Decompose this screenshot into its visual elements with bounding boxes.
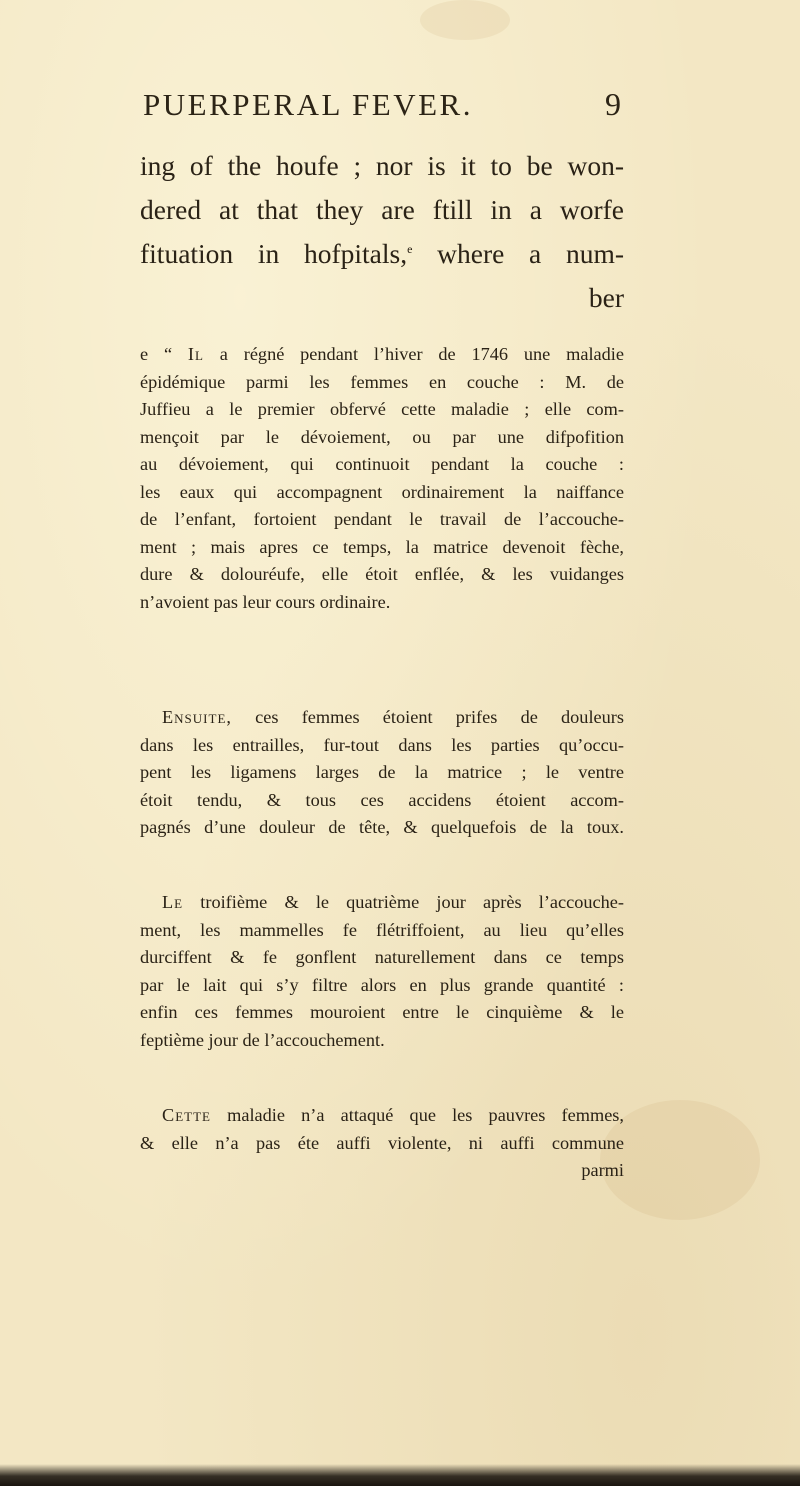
footnote-line: épidémique parmi les femmes en couche : M. de (140, 371, 624, 392)
footnote-line: dure & dolouréufe, elle étoit enflée, & les vuidanges (140, 564, 624, 584)
footnote-paragraph-2 (140, 704, 624, 842)
running-title: PUERPERAL FEVER. (143, 87, 473, 122)
footnote-line: de l’enfant, fortoient pendant le travail de l’accouche- (140, 509, 624, 529)
running-header (143, 86, 621, 123)
footnote-line: dans les entrailles, fur-tout dans les parties qu’occu- (140, 734, 624, 755)
footnote-line: feptième jour de l’accouchement. (140, 1029, 385, 1050)
paper-stain (600, 1100, 760, 1220)
text-fragment: fituation in hofpitals, (140, 238, 408, 269)
footnote-lead: Le (162, 892, 184, 912)
footnote-lead: Ensuite, (162, 707, 232, 727)
footnote-line: & elle n’a pas éte auffi violente, ni auffi commune (140, 1132, 624, 1153)
footnote-line: mençoit par le dévoiement, ou par une difpofition (140, 426, 624, 447)
text-line: dered at that they are ftill in a worfe (140, 194, 624, 225)
text-line (140, 232, 624, 276)
footnote-line: enfin ces femmes mouroient entre le cinquième & le (140, 1002, 624, 1022)
footnote-line (140, 704, 624, 732)
footnote-line: Juffieu a le premier obfervé cette maladie ; elle com- (140, 399, 624, 419)
footnote-line: durciffent & fe gonflent naturellement dans ce temps (140, 947, 624, 967)
main-text (140, 144, 624, 320)
footnote-text: a régné pendant l’hiver de 1746 une maladie (219, 344, 624, 364)
footnote-line: au dévoiement, qui continuoit pendant la couche : (140, 454, 624, 474)
footnote-lead: Il (187, 344, 204, 364)
footnote-line: pagnés d’une douleur de tête, & quelquefois de la toux. (140, 817, 624, 837)
footnote-paragraph-1 (140, 341, 624, 616)
footnote-text: ces femmes étoient prifes de douleurs (255, 707, 624, 727)
footnote-paragraph-4 (140, 1102, 624, 1185)
footnote-mark: e (140, 344, 149, 364)
footnote-line: ment, les mammelles fe flétriffoient, au lieu qu’elles (140, 919, 624, 940)
footnote-reference: e (407, 241, 413, 256)
footnote-line: étoit tendu, & tous ces accidens étoient accom- (140, 789, 624, 810)
footnote-line: parmi (581, 1160, 624, 1180)
text-fragment: where a num- (437, 238, 625, 269)
text-line: ber (588, 282, 624, 313)
footnote-line: par le lait qui s’y filtre alors en plus grande quantité : (140, 974, 624, 995)
footnote-line: les eaux qui accompagnent ordinairement la naiffance (140, 481, 624, 502)
footnote-line (140, 1102, 624, 1130)
footnote-line: e “ Il a régné pendant l’hiver de 1746 une maladie (140, 344, 624, 364)
page-bottom-edge (0, 1464, 800, 1486)
footnote-lead: Cette (162, 1105, 211, 1125)
footnote-paragraph-3 (140, 889, 624, 1054)
footnote-line: ment ; mais apres ce temps, la matrice devenoit fèche, (140, 536, 624, 557)
footnote-text: troifième & le quatrième jour après l’accouche- (200, 892, 624, 912)
footnote-line: pent les ligamens larges de la matrice ; le ventre (140, 762, 624, 782)
text-line: ing of the houfe ; nor is it to be won- (140, 150, 624, 181)
footnote-text: maladie n’a attaqué que les pauvres femmes, (227, 1105, 624, 1125)
page-number: 9 (605, 86, 621, 122)
footnote-line (140, 889, 624, 917)
paper-stain (420, 0, 510, 40)
footnote-line: n’avoient pas leur cours ordinaire. (140, 591, 391, 612)
